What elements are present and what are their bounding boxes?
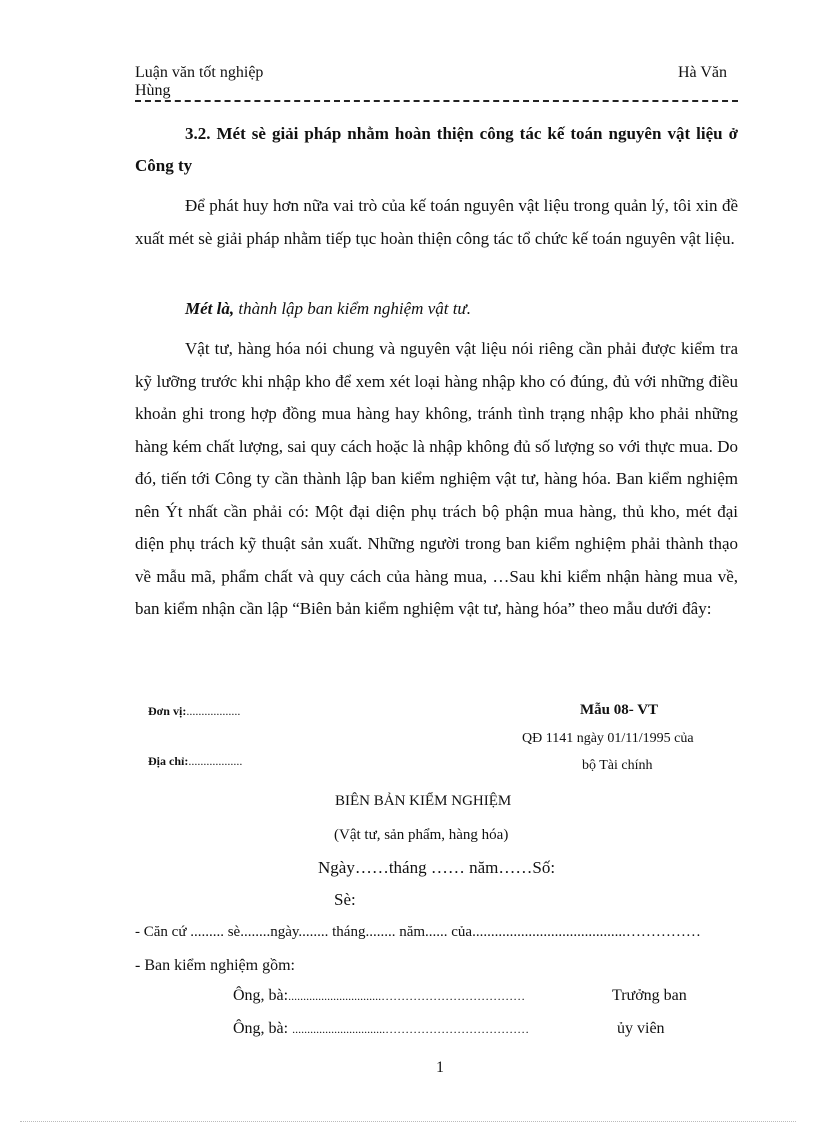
address-dots: .................. — [188, 754, 243, 768]
body-paragraph: Vật tư, hàng hóa nói chung và nguyên vật liệu nói riêng cần phải được kiểm tra kỹ lưỡng trước khi nhập kho để xem xét loại hàng nhập kho có đúng, đủ với những điều khoản ghi trong hợp đồng mua hàng hay không, tránh tình trạng nhập kho phải những hàng kém chất lượng, sai quy cách hoặc là nhập không đủ số lượng so với thực mua. Do đó, tiến tới Công ty cần thành lập ban kiểm nghiệm vật tư, hàng hóa. Ban kiểm nghiệm nên Ýt nhất cần phải có: Một đại diện phụ trách bộ phận mua hàng, thủ kho, mét đại diện phụ trách kỹ thuật sản xuất. Những người trong ban kiểm nghiệm phải thành thạo về mẫu mã, phẩm chất và quy cách của hàng mua, …Sau khi kiểm nhận hàng mua về, ban kiểm nhận cần lập “Biên bản kiểm nghiệm vật tư, hàng hóa” theo mẫu dưới đây: — [135, 339, 738, 618]
point-one-label: Mét là, — [185, 299, 235, 318]
unit-label: Đơn vị: — [148, 704, 187, 718]
header-wrap: Hùng — [135, 82, 171, 99]
unit-field — [148, 704, 240, 719]
decision-line-2: bộ Tài chính — [582, 758, 653, 773]
form-title: BIÊN BẢN KIỂM NGHIỆM — [335, 793, 512, 809]
address-field — [148, 754, 242, 769]
page-bottom-rule — [20, 1121, 796, 1122]
form-code: Mẫu 08- VT — [580, 702, 659, 718]
basis-line: - Căn cứ ......... sè........ngày........ tháng........ năm...... của.........................................…………… — [135, 924, 701, 940]
member-dots: ...............................……………………………… — [288, 989, 526, 1003]
member-label: Ông, bà: — [233, 987, 289, 1004]
committee-line: - Ban kiểm nghiệm gồm: — [135, 957, 295, 974]
decision-line-1: QĐ 1141 ngày 01/11/1995 của — [522, 731, 694, 746]
header-rule — [135, 100, 738, 102]
header-right: Hà Văn — [678, 64, 728, 81]
point-one — [135, 293, 738, 326]
member-label: Ông, bà: — [233, 1020, 289, 1037]
number-line: Sè: — [334, 890, 356, 909]
header-left: Luận văn tốt nghiệp — [135, 64, 264, 81]
member-role: Trưởng ban — [612, 987, 687, 1004]
member-row — [233, 1020, 529, 1038]
section-heading: 3.2. Mét sè giải pháp nhằm hoàn thiện công tác kế toán nguyên vật liệu ở Công ty — [135, 124, 738, 175]
point-one-text: thành lập ban kiểm nghiệm vật tư. — [234, 299, 471, 318]
unit-dots: .................. — [186, 704, 241, 718]
member-row — [233, 987, 525, 1005]
intro-paragraph: Để phát huy hơn nữa vai trò của kế toán nguyên vật liệu trong quản lý, tôi xin đề xuất mét sè giải pháp nhằm tiếp tục hoàn thiện công tác tổ chức kế toán nguyên vật liệu. — [135, 196, 738, 248]
member-role: ủy viên — [617, 1020, 665, 1037]
page-number: 1 — [436, 1059, 444, 1076]
date-line: Ngày……tháng …… năm……Số: — [318, 858, 556, 877]
member-dots: ...............................……………………………… — [292, 1022, 530, 1036]
address-label: Địa chỉ: — [148, 754, 189, 768]
form-subtitle: (Vật tư, sản phẩm, hàng hóa) — [334, 827, 509, 843]
